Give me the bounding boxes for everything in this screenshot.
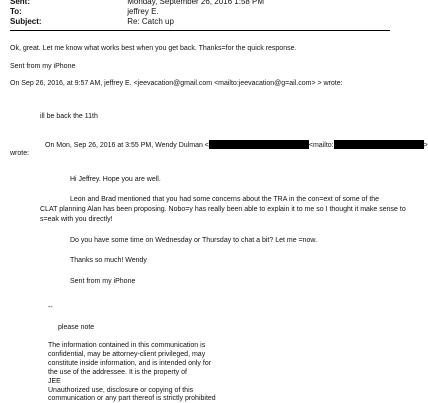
disclaimer-line: The information contained in this communication is: [48, 342, 206, 349]
quote2-header-mid: <mailto:: [308, 142, 334, 149]
disclaimer-line: constitute inside information, and is intended only for: [48, 360, 212, 367]
sig-dashes: --: [48, 304, 53, 311]
disclaimer-line: confidential, may be attorney-client privileged, may: [48, 351, 206, 358]
sent-row: [10, 0, 264, 7]
thanks-line: Thanks so much! Wendy: [70, 257, 147, 264]
header-divider: [10, 30, 390, 31]
to-label: To:: [10, 7, 22, 16]
to-value: jeffrey E.: [127, 7, 159, 16]
quote1-header: On Sep 26, 2016, at 9:57 AM, jeffrey E. <jeevacation@gmail.com <mailto:jeevacation@g=ail.com> > wrote:: [10, 80, 343, 87]
reply-line: Ok, great. Let me know what works best when you get back. Thanks=for the quick response.: [10, 45, 297, 52]
quote2-wrote: wrote:: [10, 150, 30, 157]
para1-line2: CLAT planning Alan has been proposing. Nobo=y has really been able to explain it to me so I thought it make sense to: [40, 206, 406, 213]
para1-line1: Leon and Brad mentioned that you had some concerns about the TRA in the con=ext of some of the: [70, 196, 380, 203]
subject-row: [10, 17, 174, 27]
redaction-bar: [209, 140, 309, 149]
disclaimer-line: the use of the addressee. It is the property of: [48, 369, 187, 376]
to-row: [10, 7, 159, 17]
disclaimer-line: JEE: [48, 378, 61, 385]
redaction-bar: [334, 140, 424, 149]
sent-value: Monday, September 26, 2016 1:58 PM: [127, 0, 265, 6]
quote2-header-end: >: [423, 142, 428, 149]
subject-value: Re: Catch up: [127, 17, 174, 26]
para1-line3: s=eak with you directly!: [40, 216, 113, 223]
quote2-header-start: On Mon, Sep 26, 2016 at 3:55 PM, Wendy Dulman <: [45, 142, 209, 149]
para2: Do you have some time on Wednesday or Thursday to chat a bit? Let me =now.: [70, 237, 318, 244]
greeting: Hi Jeffrey. Hope you are well.: [70, 176, 161, 183]
please-note: please note: [58, 324, 95, 331]
subject-label: Subject:: [10, 17, 42, 26]
quote1-text: ill be back the 11th: [40, 113, 98, 120]
quote2-header: [45, 140, 428, 150]
signature-1: Sent from my iPhone: [10, 63, 76, 70]
sent-label: Sent:: [10, 0, 30, 6]
signature-2: Sent from my iPhone: [70, 278, 136, 285]
disclaimer-line: Unauthorized use, disclosure or copying of this: [48, 387, 194, 394]
disclaimer-line: communication or any part thereof is strictly prohibited: [48, 395, 216, 402]
